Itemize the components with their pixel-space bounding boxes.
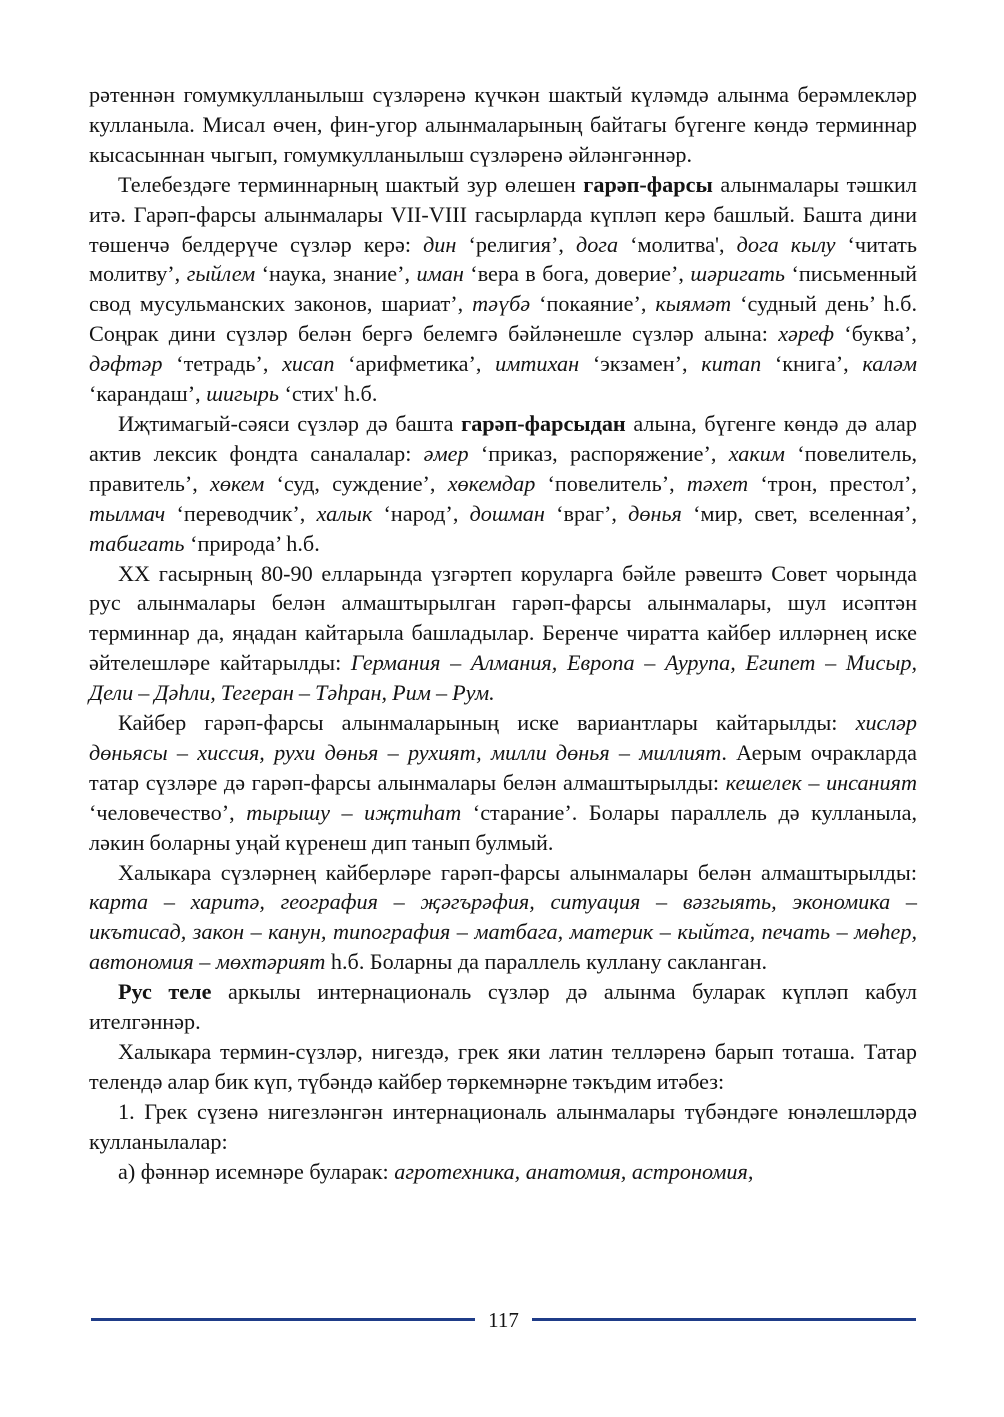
text-run: 1. Грек сүзенә нигезләнгән интернациональ алынмалары түбәндәге юнәлешләрдә кулланылалар: — [89, 1098, 917, 1154]
text-run: ‘наука, знание’, — [255, 261, 417, 287]
text-run: . Аерым очракларда татар сүзләре дә гарәп-фарсы алынмалары белән алмаштырылды: — [89, 739, 917, 795]
text-run: XX гасырның 80-90 елларында үзгәртеп коруларга бәйле рәвештә Совет чорында рус алынмалары белән алмаштырылган гарәп-фарсы алынмалары, шул исәптән терминнар да, яңадан кайтарыла башладылар. Беренче чиратта кайбер илләрнең иске әйтелешләре кайтарылды: — [89, 560, 917, 676]
italic-term: агротехника, анатомия, астрономия, — [394, 1158, 754, 1184]
italic-term: имтихан — [495, 351, 580, 377]
text-run: ‘письменный свод мусульманских законов, шариат’, — [89, 261, 917, 317]
paragraph — [89, 409, 917, 559]
text-run: ‘суд, суждение’, — [264, 470, 448, 496]
italic-term: тәүбә — [472, 291, 531, 317]
italic-term: дога кылу — [736, 231, 836, 257]
italic-term: шәригать — [690, 261, 786, 287]
italic-term: табигать — [89, 530, 185, 556]
page-number: 117 — [488, 1308, 519, 1332]
text-run: аркылы интернациональ сүзләр дә алынма буларак күпләп кабул ителгәннәр. — [89, 979, 917, 1035]
italic-term: хисап — [282, 351, 335, 377]
italic-term: китап — [701, 351, 762, 377]
text-run: һ.б. Боларны да параллель куллану сакланган. — [325, 949, 768, 975]
text-run: ‘вера в бога, доверие’, — [463, 261, 691, 287]
italic-term: дога — [575, 231, 619, 257]
paragraph — [89, 80, 917, 170]
text-run: ‘религия’, — [456, 231, 576, 257]
text-run: ‘враг’, — [544, 500, 629, 526]
italic-term: тырышу – иҗтиһат — [246, 799, 462, 825]
paragraph — [89, 1097, 917, 1157]
text-run: ‘экзамен’, — [579, 351, 702, 377]
paragraph — [89, 858, 917, 978]
italic-term: хөкем — [210, 470, 265, 496]
text-run: ‘тетрадь’, — [162, 351, 283, 377]
italic-term: дошман — [469, 500, 545, 526]
italic-term: дәфтәр — [89, 351, 163, 377]
document-page — [89, 80, 917, 1187]
italic-term: гыйлем — [186, 261, 256, 287]
text-run: ‘читать молитву’, — [89, 231, 917, 287]
italic-term: карта – харитә, география – җәгърәфия, ситуация – вәзгыять, экономика – икътисад, закон – канун, типография – матбага, материк – кыйтга, печать – мөһер, автономия – мөхтәрият — [89, 889, 917, 975]
paragraph — [89, 170, 917, 409]
paragraph — [89, 1037, 917, 1097]
text-run: ‘судный день’ һ.б. Соңрак дини сүзләр белән бергә белемгә бәйләнешле сүзләр алына: — [89, 291, 917, 347]
italic-term: кыямәт — [655, 291, 732, 317]
text-run: Иҗтимагый-сәяси сүзләр дә башта — [118, 410, 462, 436]
body-text — [89, 80, 917, 1187]
text-run: ‘мир, свет, вселенная’, — [681, 500, 918, 526]
italic-term: дин — [423, 231, 457, 257]
page-footer — [89, 1306, 917, 1336]
text-run: алынмалары тәшкил итә. Гарәп-фарсы алынмалары VII-VIII гасырларда күпләп керә башлый. Башта дини төшенчә белдерүче сүзләр керә: — [89, 171, 917, 257]
italic-term: әмер — [423, 440, 469, 466]
paragraph — [89, 977, 917, 1037]
italic-term: тәхет — [686, 470, 749, 496]
text-run: ‘карандаш’, — [89, 381, 207, 407]
text-run: ‘природа’ һ.б. — [184, 530, 320, 556]
bold-term: гарәп-фарсы — [583, 171, 713, 197]
text-run: алына, бүгенге көндә дә алар актив лексик фондта саналалар: — [89, 410, 917, 466]
italic-term: каләм — [862, 351, 917, 377]
text-run: ‘повелитель, правитель’, — [89, 440, 917, 496]
footer-rule-left — [91, 1318, 475, 1321]
text-run: ‘молитва', — [618, 231, 737, 257]
italic-term: дөнья — [628, 500, 682, 526]
paragraph — [89, 1157, 917, 1187]
bold-term: Рус теле — [118, 979, 212, 1005]
text-run: Телебездәге терминнарның шактый зур өлешен — [118, 171, 584, 197]
italic-term: тылмач — [89, 500, 166, 526]
text-run: ‘народ’, — [372, 500, 470, 526]
text-run: ‘книга’, — [761, 351, 863, 377]
text-run: рәтеннән гомумкулланылыш сүзләренә күчкән шактый күләмдә алынма берәмлекләр кулланыла. Мисал өчен, фин-угор алынмаларының байтагы бүгенге көндә терминнар кысасыннан чыгып, гомумкулланылыш сүзләренә әйләнгәннәр. — [89, 82, 917, 167]
paragraph — [89, 708, 917, 858]
text-run: ‘человечество’, — [89, 799, 247, 825]
text-run: Халыкара термин-сүзләр, нигездә, грек яки латин телләренә барып тоташа. Татар телендә алар бик күп, түбәндә кайбер төркемнәрне тәкъдим итәбез: — [89, 1039, 917, 1094]
text-run: ‘арифметика’, — [334, 351, 496, 377]
bold-term: гарәп-фарсыдан — [461, 410, 626, 436]
text-run: ‘покаяние’, — [530, 291, 656, 317]
text-run: ‘стих' һ.б. — [278, 381, 378, 407]
italic-term: хөкемдар — [447, 470, 536, 496]
italic-term: хисләр дөньясы – хиссия, рухи дөнья – рухият, милли дөнья – миллият — [89, 710, 917, 765]
italic-term: хәреф — [778, 321, 835, 347]
text-run: ‘старание’. Болары параллель дә кулланыла, ләкин боларны уңай күренеш дип танып булмый. — [89, 799, 917, 855]
text-run: ‘буква’, — [834, 321, 917, 347]
text-run: Халыкара сүзләрнең кайберләре гарәп-фарсы алынмалары белән алмаштырылды: — [118, 859, 917, 885]
italic-term: шигырь — [206, 381, 279, 407]
text-run: Кайбер гарәп-фарсы алынмаларының иске вариантлары кайтарылды: — [118, 710, 856, 736]
italic-term: иман — [416, 261, 464, 287]
text-run: ‘переводчик’, — [165, 500, 317, 526]
footer-rule-right — [532, 1318, 916, 1321]
text-run: ‘приказ, распоряжение’, — [468, 440, 729, 466]
italic-term: Германия – Алмания, Европа – Аурупа, Египет – Мисыр, Дели – Дәһли, Тегеран – Тәһран, Рим – Рум. — [89, 650, 917, 706]
text-run: ‘трон, престол’, — [748, 470, 917, 496]
italic-term: халык — [316, 500, 373, 526]
paragraph — [89, 559, 917, 709]
text-run: а) фәннәр исемнәре буларак: — [118, 1158, 395, 1184]
text-run: ‘повелитель’, — [535, 470, 687, 496]
italic-term: кешелек – инсаният — [725, 769, 917, 795]
italic-term: хаким — [728, 440, 785, 466]
